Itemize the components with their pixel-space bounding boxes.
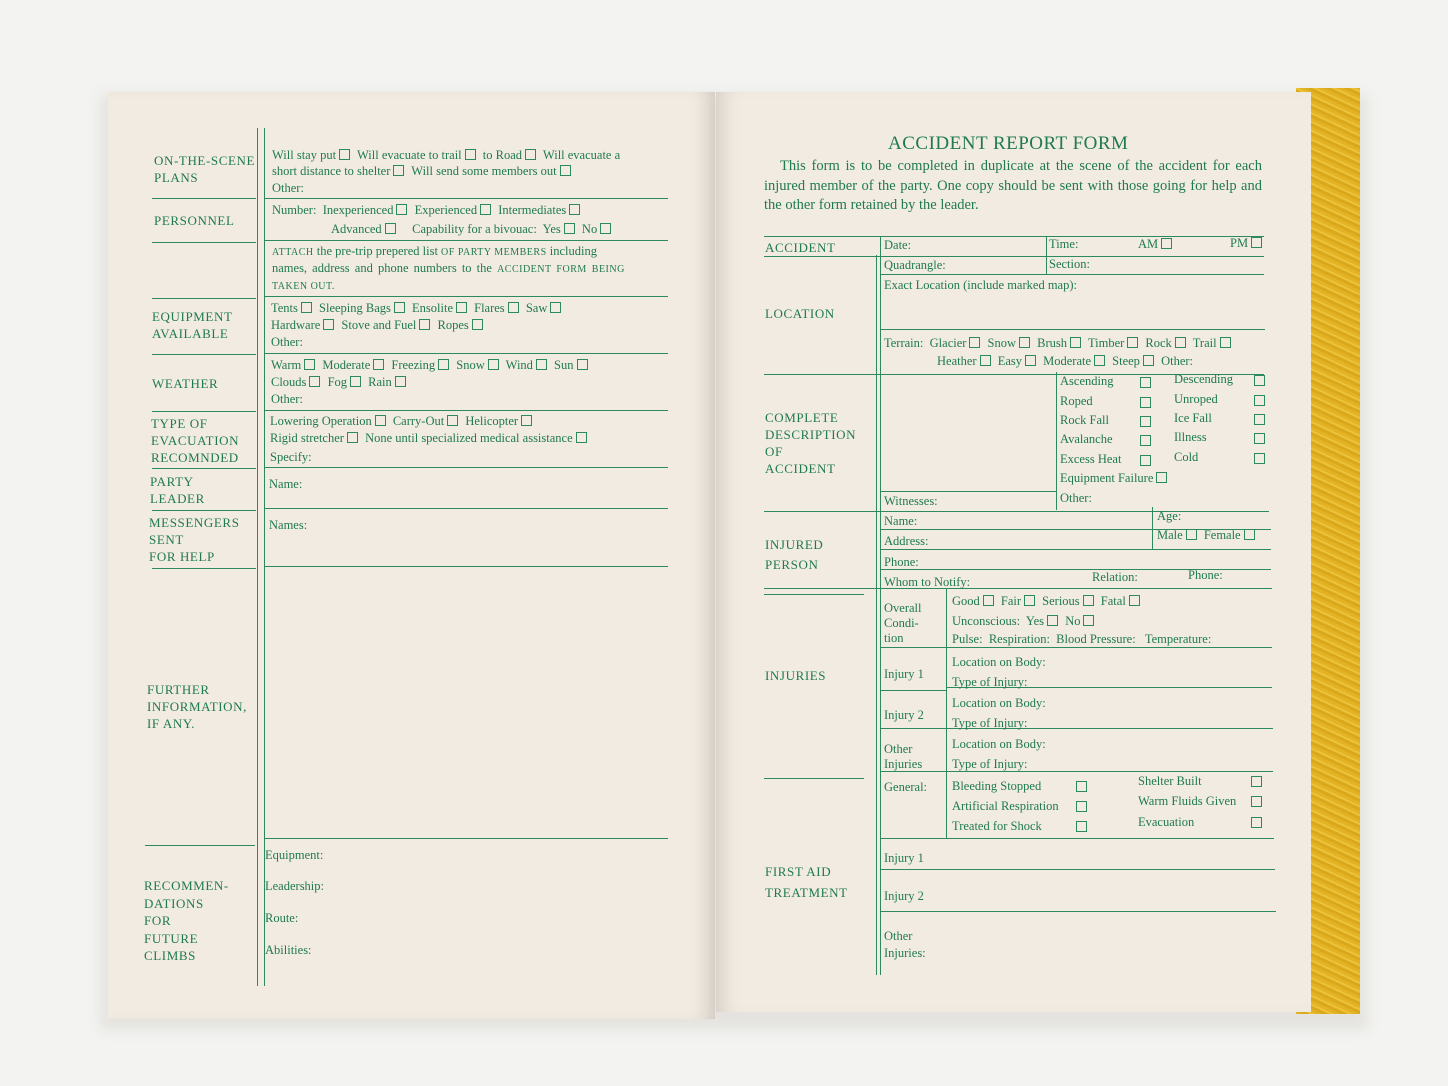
attach-accident-form: ACCIDENT FORM BEING (497, 264, 625, 275)
cold-checkbox[interactable] (1254, 453, 1265, 464)
rockfall-text: Rock Fall (1060, 413, 1109, 427)
label-separator (764, 594, 864, 595)
stove-checkbox[interactable] (419, 319, 430, 330)
weather-other: Other: (271, 392, 303, 406)
glacier-text: Glacier (929, 336, 967, 350)
quadrangle-field[interactable]: Quadrangle: (884, 258, 946, 272)
first-aid-injury-2-field[interactable]: Injury 2 (884, 889, 924, 903)
rigid-stretcher-text: Rigid stretcher (270, 431, 344, 445)
advanced-text: Advanced (331, 222, 382, 236)
attach-word: ATTACH (272, 247, 314, 258)
steep-checkbox[interactable] (1143, 355, 1154, 366)
unroped-checkbox[interactable] (1254, 395, 1265, 406)
bivouac-text: Capability for a bivouac: (412, 222, 537, 236)
row-rule (881, 838, 1274, 839)
label-separator (152, 411, 256, 412)
freezing-text: Freezing (391, 358, 436, 372)
row-rule (881, 549, 1271, 550)
bleeding-stopped-text: Bleeding Stopped (952, 779, 1042, 793)
label-separator (764, 778, 864, 779)
stay-put-checkbox[interactable] (339, 149, 350, 160)
other-injuries-label: Other Injuries (884, 742, 923, 771)
condition-line-1 (952, 594, 1144, 609)
serious-checkbox[interactable] (1083, 595, 1094, 606)
number-text: Number: (272, 203, 317, 217)
shelter-built-checkbox[interactable] (1251, 776, 1262, 787)
warm-fluids-checkbox[interactable] (1251, 796, 1262, 807)
lowering-checkbox[interactable] (375, 415, 386, 426)
timber-text: Timber (1087, 336, 1125, 350)
row-rule (265, 566, 668, 567)
right-vertical-rule (880, 237, 881, 975)
label-separator (152, 198, 256, 199)
section-field[interactable]: Section: (1049, 257, 1090, 271)
row-rule (881, 647, 1272, 648)
row-rule (881, 690, 947, 691)
plans-other: Other: (272, 181, 304, 195)
evacuation-specify: Specify: (270, 450, 312, 464)
row-rule (265, 838, 668, 839)
form-title: ACCIDENT REPORT FORM (888, 133, 1129, 154)
injury-2-label: Injury 2 (884, 708, 924, 722)
glacier-checkbox[interactable] (969, 337, 980, 348)
pm-option (1230, 236, 1266, 251)
unconscious-no-checkbox[interactable] (1083, 615, 1094, 626)
row-rule (764, 511, 1269, 512)
descending-text: Descending (1174, 372, 1234, 386)
left-vertical-rule-outer (257, 128, 258, 986)
condition-line-2 (952, 614, 1098, 629)
freezing-checkbox[interactable] (438, 359, 449, 370)
helicopter-checkbox[interactable] (521, 415, 532, 426)
sun-checkbox[interactable] (577, 359, 588, 370)
injury-1-label: Injury 1 (884, 667, 924, 681)
saw-checkbox[interactable] (550, 302, 561, 313)
person-address-field[interactable]: Address: (884, 534, 929, 548)
row-rule (764, 236, 1264, 237)
hardware-text: Hardware (271, 318, 321, 332)
male-text: Male (1157, 528, 1183, 542)
easy-checkbox[interactable] (1025, 355, 1036, 366)
am-text: AM (1138, 237, 1159, 251)
moderate-checkbox[interactable] (373, 359, 384, 370)
row-rule (764, 256, 1264, 257)
rain-checkbox[interactable] (395, 376, 406, 387)
weather-line-2 (271, 375, 410, 390)
flares-checkbox[interactable] (508, 302, 519, 313)
label-separator (152, 242, 256, 243)
pm-text: PM (1230, 236, 1249, 250)
tents-checkbox[interactable] (301, 302, 312, 313)
easy-text: Easy (997, 354, 1022, 368)
bivouac-yes-checkbox[interactable] (564, 223, 575, 234)
heather-text: Heather (937, 354, 977, 368)
unroped-text: Unroped (1174, 392, 1218, 406)
terrain-moderate-checkbox[interactable] (1094, 355, 1105, 366)
saw-text: Saw (525, 301, 548, 315)
person-name-field[interactable]: Name: (884, 514, 918, 528)
bivouac-no-text: No (581, 222, 598, 236)
evacuation-line-1 (270, 414, 536, 429)
row-rule (265, 410, 668, 411)
row-rule (265, 353, 668, 354)
row-rule (764, 588, 1272, 589)
label-location: LOCATION (765, 306, 835, 321)
row-rule (265, 508, 668, 509)
fair-checkbox[interactable] (1024, 595, 1035, 606)
ascending-checkbox[interactable] (1140, 377, 1151, 388)
pulse-field[interactable]: Pulse: (952, 632, 983, 646)
injury-1-location-field[interactable]: Location on Body: (952, 655, 1046, 669)
illness-text: Illness (1174, 430, 1207, 444)
steep-text: Steep (1112, 354, 1140, 368)
brush-text: Brush (1037, 336, 1068, 350)
terrain-snow-text: Snow (987, 336, 1017, 350)
cell-divider (946, 588, 947, 838)
personnel-line-2 (331, 222, 615, 237)
ensolite-text: Ensolite (412, 301, 453, 315)
send-members-checkbox[interactable] (560, 165, 571, 176)
label-party-leader: PARTY LEADER (150, 474, 205, 506)
first-aid-other-field[interactable]: Other Injuries: (884, 929, 926, 960)
shelter-text: short distance to shelter (272, 164, 391, 178)
label-further-information: FURTHER INFORMATION, IF ANY. (147, 682, 248, 731)
serious-text: Serious (1042, 594, 1080, 608)
artificial-respiration-checkbox[interactable] (1076, 801, 1087, 812)
label-injured-person: INJURED PERSON (765, 537, 824, 572)
fatal-text: Fatal (1100, 594, 1126, 608)
ropes-text: Ropes (437, 318, 469, 332)
road-checkbox[interactable] (525, 149, 536, 160)
label-equipment-available: EQUIPMENT AVAILABLE (152, 309, 233, 341)
equipment-other: Other: (271, 335, 303, 349)
evacuation-checkbox[interactable] (1251, 817, 1262, 828)
brush-checkbox[interactable] (1070, 337, 1081, 348)
cell-divider (1152, 507, 1153, 549)
label-accident: ACCIDENT (765, 240, 836, 255)
injury-2-location-field[interactable]: Location on Body: (952, 696, 1046, 710)
attach-including: including (549, 244, 597, 258)
attach-party-members: OF PARTY MEMBERS (441, 247, 547, 258)
sex-options (1157, 528, 1259, 543)
label-separator (152, 298, 256, 299)
overall-condition-label: Overall Condi- tion (884, 601, 922, 645)
fair-text: Fair (1000, 594, 1022, 608)
cold-text: Cold (1174, 450, 1199, 464)
excess-heat-checkbox[interactable] (1140, 455, 1151, 466)
weather-line-1 (271, 358, 592, 373)
stove-text: Stove and Fuel (341, 318, 417, 332)
terrain-line-2 (937, 354, 1193, 369)
messengers-names-field[interactable]: Names: (269, 518, 308, 532)
heather-checkbox[interactable] (980, 355, 991, 366)
terrain-line-1 (884, 336, 1235, 351)
intermediates-text: Intermediates (498, 203, 567, 217)
general-label: General: (884, 780, 928, 794)
other-injuries-location-field[interactable]: Location on Body: (952, 737, 1046, 751)
sleeping-bags-checkbox[interactable] (394, 302, 405, 313)
shelter-built-text: Shelter Built (1138, 774, 1202, 788)
rec-abilities-field[interactable]: Abilities: (265, 943, 312, 957)
rec-leadership-field[interactable]: Leadership: (265, 879, 325, 893)
treated-shock-text: Treated for Shock (952, 819, 1042, 833)
am-option (1138, 237, 1176, 252)
label-complete-description: COMPLETE DESCRIPTION OF ACCIDENT (765, 410, 857, 476)
label-separator (152, 510, 256, 511)
ascending-text: Ascending (1060, 374, 1114, 388)
unconscious-yes-checkbox[interactable] (1047, 615, 1058, 626)
inexperienced-checkbox[interactable] (396, 204, 407, 215)
wind-checkbox[interactable] (536, 359, 547, 370)
none-until-checkbox[interactable] (576, 432, 587, 443)
row-rule (881, 491, 1056, 492)
row-rule (265, 240, 668, 241)
rockfall-checkbox[interactable] (1140, 416, 1151, 427)
attach-taken-out: TAKEN OUT. (272, 281, 335, 292)
wind-text: Wind (505, 358, 533, 372)
plans-line-2 (272, 164, 575, 179)
equipment-line-2 (271, 318, 487, 333)
label-weather: WEATHER (152, 376, 219, 391)
clouds-checkbox[interactable] (309, 376, 320, 387)
experienced-checkbox[interactable] (480, 204, 491, 215)
sun-text: Sun (554, 358, 574, 372)
equipment-failure-checkbox[interactable] (1156, 472, 1167, 483)
equipment-failure-text: Equipment Failure (1060, 471, 1154, 485)
tents-text: Tents (271, 301, 298, 315)
roped-text: Roped (1060, 394, 1093, 408)
bivouac-no-checkbox[interactable] (600, 223, 611, 234)
carry-out-checkbox[interactable] (447, 415, 458, 426)
leader-name-field[interactable]: Name: (269, 477, 303, 491)
evacuate-a-text: Will evacuate a (542, 148, 621, 162)
witnesses-field[interactable]: Witnesses: (884, 494, 938, 508)
cell-divider (1056, 372, 1057, 510)
attach-line-2 (272, 261, 625, 277)
stay-put-text: Will stay put (272, 148, 337, 162)
moderate-text: Moderate (322, 358, 371, 372)
illness-checkbox[interactable] (1254, 433, 1265, 444)
right-vertical-rule (876, 255, 877, 975)
terrain-snow-checkbox[interactable] (1019, 337, 1030, 348)
date-field[interactable]: Date: (884, 238, 912, 252)
avalanche-checkbox[interactable] (1140, 435, 1151, 446)
timber-checkbox[interactable] (1127, 337, 1138, 348)
icefall-checkbox[interactable] (1254, 414, 1265, 425)
clouds-text: Clouds (271, 375, 307, 389)
row-rule (265, 467, 668, 468)
am-checkbox[interactable] (1161, 238, 1172, 249)
rain-text: Rain (368, 375, 392, 389)
helicopter-text: Helicopter (465, 414, 519, 428)
warm-checkbox[interactable] (304, 359, 315, 370)
equipment-line-1 (271, 301, 565, 316)
lowering-text: Lowering Operation (270, 414, 372, 428)
temperature-field[interactable]: Temperature: (1144, 632, 1212, 646)
pm-checkbox[interactable] (1251, 237, 1262, 248)
label-on-the-scene-plans: ON-THE-SCENE PLANS (154, 153, 256, 185)
advanced-checkbox[interactable] (385, 223, 396, 234)
equipment-failure-option (1060, 471, 1171, 486)
label-personnel: PERSONNEL (154, 213, 235, 228)
shelter-checkbox[interactable] (393, 165, 404, 176)
label-first-aid: FIRST AID TREATMENT (765, 864, 848, 900)
row-rule (881, 771, 1273, 772)
terrain-moderate-text: Moderate (1043, 354, 1092, 368)
blood-pressure-field[interactable]: Blood Pressure: (1056, 632, 1136, 646)
icefall-text: Ice Fall (1174, 411, 1212, 425)
evacuate-trail-text: Will evacuate to trail (356, 148, 462, 162)
plans-line-1 (272, 148, 620, 163)
notify-field[interactable]: Whom to Notify: (884, 575, 971, 589)
sleeping-bags-text: Sleeping Bags (319, 301, 391, 315)
description-other[interactable]: Other: (1060, 491, 1092, 505)
inexperienced-text: Inexperienced (322, 203, 394, 217)
row-rule (265, 296, 668, 297)
ensolite-checkbox[interactable] (456, 302, 467, 313)
relation-field[interactable]: Relation: (1092, 570, 1138, 584)
label-separator (152, 354, 256, 355)
label-recommendations: RECOMMEN- DATIONS FOR FUTURE CLIMBS (144, 878, 229, 964)
row-rule (265, 198, 668, 199)
fog-text: Fog (327, 375, 348, 389)
bivouac-yes-text: Yes (542, 222, 561, 236)
row-rule (881, 728, 1273, 729)
label-type-of-evacuation: TYPE OF EVACUATION RECOMNDED (151, 416, 240, 465)
roped-checkbox[interactable] (1140, 397, 1151, 408)
treated-shock-checkbox[interactable] (1076, 821, 1087, 832)
first-aid-injury-1-field[interactable]: Injury 1 (884, 851, 924, 865)
unconscious-text: Unconscious: (952, 614, 1021, 628)
respiration-field[interactable]: Respiration: (988, 632, 1050, 646)
trail-checkbox[interactable] (1220, 337, 1231, 348)
experienced-text: Experienced (414, 203, 478, 217)
time-field[interactable]: Time: (1049, 237, 1079, 251)
flares-text: Flares (474, 301, 505, 315)
injury-2-type-field[interactable]: Type of Injury: (952, 716, 1028, 730)
label-injuries: INJURIES (765, 668, 827, 683)
female-text: Female (1203, 528, 1241, 542)
descending-checkbox[interactable] (1254, 375, 1265, 386)
row-rule (881, 274, 1264, 275)
artificial-respiration-text: Artificial Respiration (952, 799, 1059, 813)
attach-line-1 (272, 244, 597, 260)
injury-1-type-field[interactable]: Type of Injury: (952, 675, 1028, 689)
evacuation-text: Evacuation (1138, 815, 1195, 829)
notify-phone-field[interactable]: Phone: (1188, 568, 1223, 582)
rec-route-field[interactable]: Route: (265, 911, 299, 925)
female-checkbox[interactable] (1244, 529, 1255, 540)
good-text: Good (952, 594, 980, 608)
snow-checkbox[interactable] (488, 359, 499, 370)
rock-checkbox[interactable] (1175, 337, 1186, 348)
label-messengers: MESSENGERS SENT FOR HELP (149, 515, 240, 564)
trail-text: Trail (1192, 336, 1217, 350)
terrain-text: Terrain: (884, 336, 924, 350)
row-rule (881, 869, 1275, 870)
male-checkbox[interactable] (1186, 529, 1197, 540)
terrain-other-text: Other: (1161, 354, 1193, 368)
rock-text: Rock (1145, 336, 1172, 350)
label-separator (152, 468, 256, 469)
row-rule (881, 329, 1265, 330)
fatal-checkbox[interactable] (1129, 595, 1140, 606)
row-rule (881, 911, 1276, 912)
attach-text-a: the pre-trip prepered list (316, 244, 438, 258)
fog-checkbox[interactable] (350, 376, 361, 387)
rec-equipment-field[interactable]: Equipment: (265, 848, 324, 862)
avalanche-text: Avalanche (1060, 432, 1113, 446)
unconscious-yes-text: Yes (1025, 614, 1045, 628)
label-separator (145, 845, 255, 846)
none-until-text: None until specialized medical assistance (365, 431, 573, 445)
person-age-field[interactable]: Age: (1157, 509, 1182, 523)
warm-fluids-text: Warm Fluids Given (1138, 794, 1237, 808)
person-phone-field[interactable]: Phone: (884, 555, 919, 569)
other-injuries-type-field[interactable]: Type of Injury: (952, 757, 1028, 771)
send-members-text: Will send some members out (411, 164, 557, 178)
intermediates-checkbox[interactable] (569, 204, 580, 215)
excess-heat-text: Excess Heat (1060, 452, 1122, 466)
road-text: to Road (482, 148, 523, 162)
ropes-checkbox[interactable] (472, 319, 483, 330)
personnel-line-1 (272, 203, 584, 218)
rigid-stretcher-checkbox[interactable] (347, 432, 358, 443)
exact-location-field[interactable]: Exact Location (include marked map): (884, 278, 1077, 292)
attach-text-b: names, address and phone numbers to the (272, 261, 492, 275)
bleeding-stopped-checkbox[interactable] (1076, 781, 1087, 792)
form-intro: This form is to be completed in duplicate at the scene of the accident for each injured member of the party. One copy should be sent with those going for help and the other form retained by the leader. (764, 158, 1262, 213)
vitals-line (952, 632, 1211, 647)
unconscious-no-text: No (1065, 614, 1081, 628)
carry-out-text: Carry-Out (392, 414, 445, 428)
hardware-checkbox[interactable] (323, 319, 334, 330)
good-checkbox[interactable] (983, 595, 994, 606)
warm-text: Warm (271, 358, 302, 372)
evacuate-trail-checkbox[interactable] (465, 149, 476, 160)
evacuation-line-2 (270, 431, 591, 446)
snow-text: Snow (456, 358, 485, 372)
label-separator (152, 568, 256, 569)
